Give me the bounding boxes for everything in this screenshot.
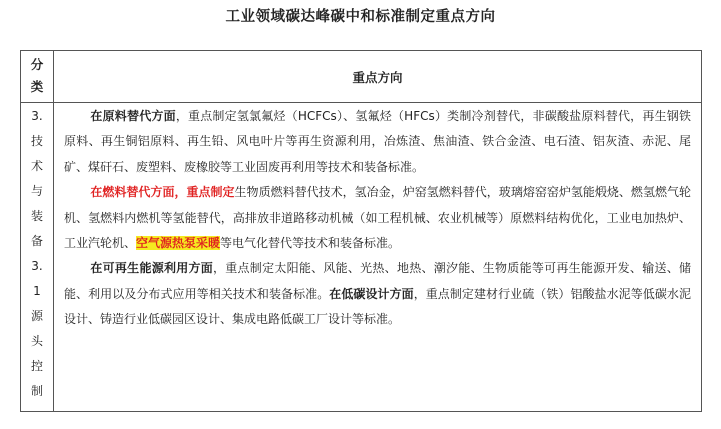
category-char: 备 xyxy=(30,234,43,248)
low-carbon-design-text: ，重点制定建材行业硫（铁）铝酸盐水泥等低碳水泥设计、铸造行业低碳园区设计、集成电路低碳工厂设计等标准。 xyxy=(64,286,691,327)
category-char: 制 xyxy=(30,384,43,398)
header-focus-cell: 重点方向 xyxy=(54,51,702,103)
fuel-heading: 在燃料替代方面 xyxy=(90,185,175,200)
header-category-char-2: 类 xyxy=(30,79,44,94)
raw-material-text: ，重点制定氢氯氟烃（HCFCs）、氢氟烃（HFCs）类制冷剂替代，非碳酸盐原料替代，再生钢铁原料、再生铜铝原料、再生铅、风电叶片等再生资源利用，冶炼渣、焦油渣、铁合金渣、电石渣、铝灰渣、赤泥、尾矿、煤矸石、废塑料、废橡胶等工业固废再利用等技术和装备标准。 xyxy=(64,109,691,174)
raw-material-heading: 在原料替代方面 xyxy=(90,109,176,123)
category-char: 术 xyxy=(30,159,43,173)
category-char: 3. xyxy=(31,109,43,123)
heat-pump-highlight: 空气源热泵采暖 xyxy=(136,236,221,251)
category-char: 1 xyxy=(33,284,41,298)
header-category-cell xyxy=(21,51,54,103)
raw-material-paragraph xyxy=(64,104,691,180)
renewable-text: ，重点制定太阳能、风能、光热、地热、潮汐能、生物质能等可再生能源开发、输送、储能、利用以及分布式应用等相关技术和装备标准。 xyxy=(64,261,691,301)
header-category-char-1: 分 xyxy=(30,57,44,72)
category-char: 源 xyxy=(30,309,43,323)
category-char: 技 xyxy=(30,134,43,148)
category-char: 与 xyxy=(30,184,43,198)
fuel-heading-suffix: ，重点制定 xyxy=(174,185,235,200)
renewable-heading: 在可再生能源利用方面 xyxy=(90,261,214,276)
renewable-paragraph xyxy=(64,256,691,332)
fuel-paragraph xyxy=(64,180,691,256)
table-row xyxy=(21,103,702,412)
category-char: 控 xyxy=(30,359,43,373)
fuel-text-end: 等电气化替代等技术和装备标准。 xyxy=(220,236,401,251)
table-header-row xyxy=(21,51,702,103)
fuel-text: 生物质燃料替代技术，氢冶金，炉窑氢燃料替代，玻璃熔窑窑炉氢能煅烧、燃氢燃气轮机、氢燃料内燃机等氢能替代，高排放非道路移动机械（如工程机械、农业机械等）原燃料结构优化，工业电加热炉、工业汽轮机、 xyxy=(64,185,691,251)
category-char: 装 xyxy=(30,209,43,223)
low-carbon-design-heading: 在低碳设计方面 xyxy=(329,286,414,301)
focus-content-cell xyxy=(54,103,702,412)
document-title: 工业领域碳达峰碳中和标准制定重点方向 xyxy=(225,9,496,25)
category-char: 3. xyxy=(31,259,43,273)
category-char: 头 xyxy=(30,334,43,348)
category-cell xyxy=(21,103,54,412)
standards-table xyxy=(20,50,702,412)
